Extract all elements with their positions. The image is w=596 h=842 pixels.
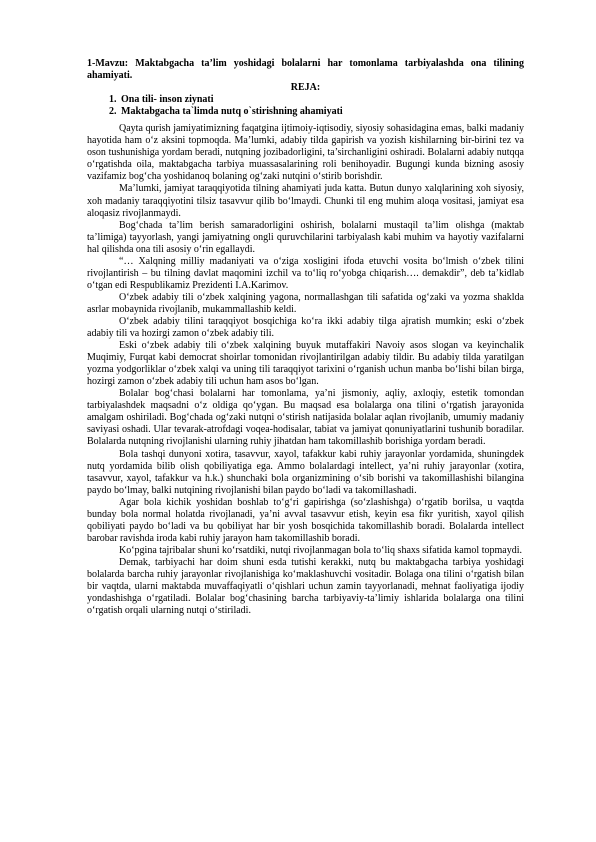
body-paragraph: Bog‘chada ta’lim berish samaradorligini oshirish, bolalarni mustaqil ta’lim olishga (maktab ta’limiga) tayyorlash, yangi jamiyatning ongli quruvchilarini tarbiyalash kabi muhim va hayotiy vazifalarni hal qilishda ona tili asosiy o‘rin egallaydi. <box>87 219 524 255</box>
body-paragraph: Eski o‘zbek adabiy tili o‘zbek xalqining buyuk mutaffakiri Navoiy asos slogan va keyinchalik Muqimiy, Furqat kabi democrat shoirlar tomonidan rivojlantirilgan adabiy tildir. Bu adabiy tilda yaratilgan yozma yodgorliklar o‘zbek xalqi va uning tili taraqqiyot tarixini o‘rganish uchun manba bo‘lishi bilan birga, hozirgi zamon o‘zbek adabiy tili uchun ham asos bo‘lgan. <box>87 340 524 388</box>
body-paragraph: Ko‘pgina tajribalar shuni ko‘rsatdiki, nutqi rivojlanmagan bola to‘liq shaxs sifatida kamol topmaydi. <box>119 544 522 556</box>
body-paragraph: Demak, tarbiyachi har doim shuni esda tutishi kerakki, nutq bu maktabgacha tarbiya yoshidagi bolalarda barcha ruhiy jarayonlar rivojlanishiga ko‘maklashuvchi vositadir. Bolaga ona tilini o‘rgatish bilan bir vaqtda, ularni maktabda muvaffaqiyatli o‘qishlari uchun zamin tayyorlanadi, mehnat faoliyatiga ijodiy yondashishga o‘rgatiladi. Bolalar bog‘chasining barcha tarbiyaviy-ta’limiy ishlarida bolalarga ona tilini o‘rgatish orqali ularning nutqi o‘stiriladi. <box>87 556 524 617</box>
document-page <box>87 58 524 617</box>
plan-item: 2. Maktabgacha ta`limda nutq o`stirishning ahamiyati <box>119 106 524 118</box>
body-paragraph: O‘zbek adabiy tilini taraqqiyot bosqichiga ko‘ra ikki adabiy tilga ajratish mumkin; eski o‘zbek adabiy tili va hozirgi zamon o‘zbek adabiy tili. <box>87 315 524 340</box>
body-paragraph: O‘zbek adabiy tili o‘zbek xalqining yagona, normallashgan tili safatida og‘zaki va yozma shaklda asrlar mobaynida rivojlanib, mukammallashib keldi. <box>87 291 524 315</box>
body-paragraph: Bola tashqi dunyoni xotira, tasavvur, xayol, tafakkur kabi ruhiy jarayonlar yordamida, shuningdek nutq yordamida bilib olish qobiliyatiga ega. Ammo bolalardagi intellect, ya’ni ruhiy jarayonlar (xotira, tasavvur, xayol, tafakkur va h.k.) shunchaki bola organizmining o‘sib borishi va takomillashishi bilangina paydo bo‘lmay, balki nutqining rivojlanishi bilan paydo bo‘ladi va takomillashadi. <box>87 448 524 496</box>
plan-item: 1. Ona tili- inson ziynati <box>119 94 524 106</box>
body-paragraph: Bolalar bog‘chasi bolalarni har tomonlama, ya’ni jismoniy, aqliy, axloqiy, estetik tomondan tarbiyalashdek maqsadni o‘z oldiga qo‘ygan. Bu maqsad esa bolalarga ona tilini o‘rgatish jarayonida amalgam oshiriladi. Bog‘chada og‘zaki nutqni o‘stirish natijasida bolalar aqlan rivojlanib, umumiy madaniy saviyasi oshadi. Ular tevarak-atrofdagi voqea-hodisalar, tabiat va jamiyat qonuniyatlarini tushunib boradilar. Bolalarda nutqning rivojlanishi ularning ruhiy jihatdan ham takomillashib borishiga yordam beradi. <box>87 388 524 448</box>
body-paragraph: “… Xalqning milliy madaniyati va o‘ziga xosligini ifoda etuvchi vosita bo‘lmish o‘zbek tilini rivojlantirish – bu tilning davlat maqomini izchil va to‘liq ro‘yobga chiqarish…. demakdir”, deb ta’kidlab o‘tgan edi Respublikamiz Prezidenti I.A.Karimov. <box>87 255 524 291</box>
plan-heading: REJA: <box>290 82 321 94</box>
document-title: 1-Mavzu: Maktabgacha ta’lim yoshidagi bolalarni har tomonlama tarbiyalashda ona tilining ahamiyati. <box>87 58 524 82</box>
plan-list <box>87 94 524 118</box>
body-paragraph: Qayta qurish jamiyatimizning faqatgina ijtimoiy-iqtisodiy, siyosiy sohasidagina emas, balki madaniy hayotida ham o‘z aksini topmoqda. Ma’lumki, adabiy tilda gapirish va yozish kishilarning bir-birini tez va oson tushunishiga yordam beradi, nutqning jozibadorligini, ta’sirchanligini oshiradi. Bolalarni adabiy nutqqa o‘rgatishda oila, maktabgacha tarbiya muassasalarining roli benihoyadir. Bugungi kunda bizning asosiy vazifamiz bog‘cha yoshidanoq bolaning og‘zaki nutqini o‘stirib borishdir. <box>87 123 524 183</box>
body-paragraph: Ma’lumki, jamiyat taraqqiyotida tilning ahamiyati juda katta. Butun dunyo xalqlarining xoh siyosiy, xoh madaniy taraqqiyotini tilsiz tasavvur qilib bo‘lmaydi. Chunki til eng muhim aloqa vositasi, jamiyat esa aloqasiz rivojlanmaydi. <box>87 183 524 219</box>
body-paragraph: Agar bola kichik yoshidan boshlab to‘g‘ri gapirishga (so‘zlashishga) o‘rgatib borilsa, u vaqtda bunday bola normal holatda rivojlanadi, ya’ni avval tasavvur etish, keyin esa fikr yuritish, xayol qilish qobiliyati paydo bo‘ladi va bu qobiliyat har bir yosh bosqichida takomillashib boradi. Bolalarda intellect barobar ravishda iroda kabi ruhiy jarayon ham takomillashib boradi. <box>87 496 524 544</box>
